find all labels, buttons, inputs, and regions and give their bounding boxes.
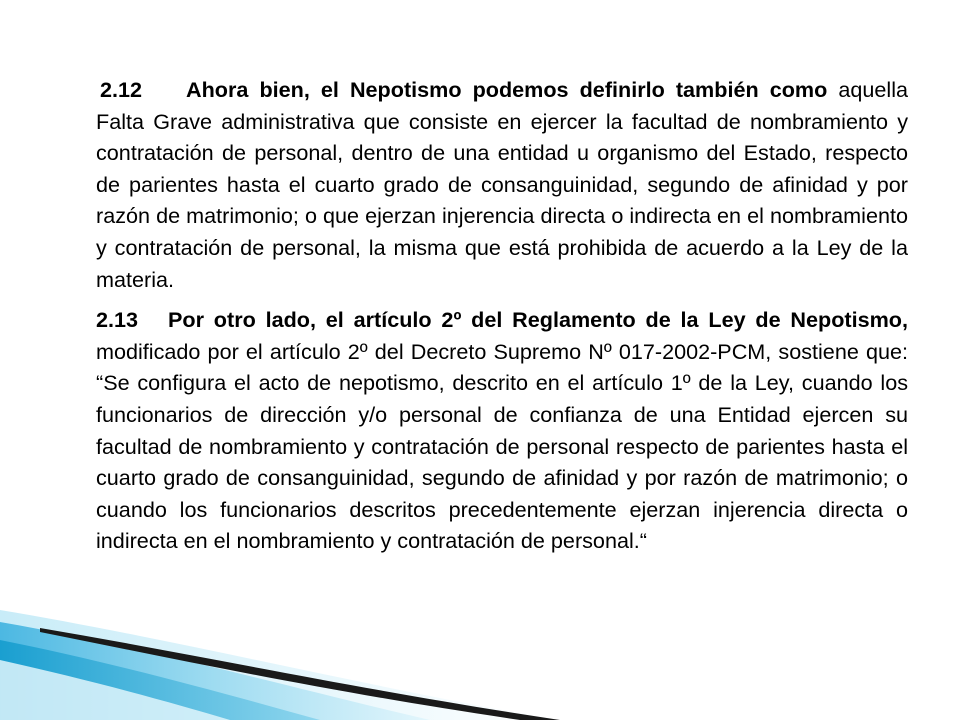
paragraph-number: 2.12 (100, 77, 143, 102)
paragraph-number: 2.13 (96, 307, 139, 333)
paragraph-lead: Ahora bien, el Nepotismo podemos definirlo también como (186, 77, 828, 102)
paragraph-2-12 (96, 74, 908, 295)
paragraph-body: modificado por el artículo 2º del Decreto Supremo Nº 017-2002-PCM, sostiene que: “Se configura el acto de nepotismo, descrito en el artículo 1º de la Ley, cuando los funcionarios de dirección y/o personal de confianza de una Entidad ejercen su facultad de nombramiento y contratación de personal respecto de parientes hasta el cuarto grado de consanguinidad, segundo de afinidad y por razón de matrimonio; o cuando los funcionarios descritos precedentemente ejerzan injerencia directa o indirecta en el nombramiento y contratación de personal.“ (96, 338, 908, 554)
paragraph-2-13 (96, 304, 908, 557)
paragraph-lead: Por otro lado, el artículo 2º del Reglamento de la Ley de Nepotismo, (168, 307, 908, 333)
document-body (96, 74, 908, 557)
paragraph-body: aquella Falta Grave administrativa que consiste en ejercer la facultad de nombramiento y contratación de personal, dentro de una entidad u organismo del Estado, respecto de parientes hasta el cuarto grado de consanguinidad, segundo de afinidad y por razón de matrimonio; o que ejerzan injerencia directa o indirecta en el nombramiento y contratación de personal, la misma que está prohibida de acuerdo a la Ley de la materia. (96, 77, 908, 292)
